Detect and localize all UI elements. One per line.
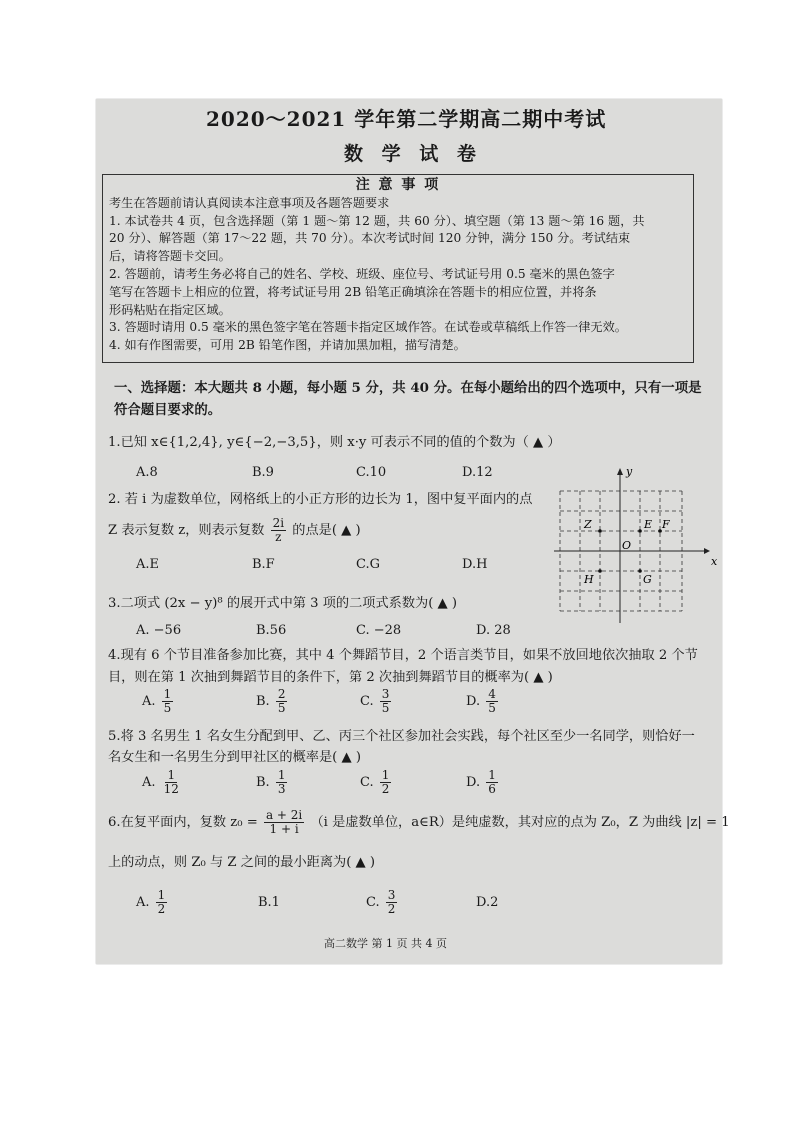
notice-line: 笔写在答题卡上相应的位置，将考试证号用 2B 铅笔正确填涂在答题卡的相应位置，并将条 — [109, 284, 597, 299]
frac-num: 1 — [163, 687, 172, 701]
notice-line: 1. 本试卷共 4 页，包含选择题（第 1 题～第 12 题，共 60 分）、填空题（第 13 题～第 16 题，共 — [109, 213, 645, 228]
q3-option-d: D. 28 — [476, 623, 511, 638]
x-axis-label: x — [711, 555, 718, 568]
frac-num: 1 — [381, 768, 390, 782]
frac-num: 1 — [488, 768, 496, 782]
q4-option-d — [466, 688, 500, 715]
origin-label: O — [622, 539, 632, 552]
question-5-line1: 5.将 3 名男生 1 名女生分配到甲、乙、丙三个社区参加社会实践，每个社区至少一名同学，则恰好一 — [108, 729, 695, 744]
frac-num: 3 — [381, 687, 390, 701]
question-2-line1: 2. 若 i 为虚数单位，网格纸上的小正方形的边长为 1，图中复平面内的点 — [108, 492, 533, 507]
exam-paper — [96, 99, 730, 964]
frac-num: 1 — [167, 768, 176, 782]
frac-num: 3 — [387, 888, 396, 902]
y-axis-label: y — [626, 465, 633, 478]
q4-option-d-label: D. — [466, 694, 481, 709]
q6-option-c — [366, 889, 399, 916]
section-heading: 一、选择题：本大题共 8 小题，每小题 5 分，共 40 分。在每小题给出的四个选项中，只有一项是符合题目要求的。 — [114, 380, 702, 418]
q2-option-d: D.H — [462, 557, 488, 572]
q6-frac-num: a + 2i — [265, 808, 303, 822]
q5-option-a-label: A. — [142, 775, 156, 790]
q1-option-c: C.10 — [356, 465, 387, 480]
q6-option-c-frac — [386, 889, 398, 916]
q2-text-a: Z 表示复数 z，则表示复数 — [108, 523, 265, 538]
frac-den: 5 — [488, 701, 496, 715]
x-axis-arrow — [704, 548, 710, 554]
notice-line: 考生在答题前请认真阅读本注意事项及各题答题要求 — [109, 195, 390, 210]
q6-option-a — [136, 889, 169, 916]
q2-frac-den: z — [275, 530, 282, 544]
frac-den: 5 — [381, 701, 390, 715]
q1-option-b: B.9 — [252, 465, 274, 480]
point-h-label: H — [584, 573, 594, 586]
q5-option-b-label: B. — [256, 775, 270, 790]
q6-text-b: （i 是虚数单位，a∈R）是纯虚数，其对应的点为 Z₀，Z 为曲线 |z| = 1 — [310, 815, 730, 830]
question-1: 1.已知 x∈{1,2,4}, y∈{−2,−3,5}，则 x·y 可表示不同的值的个数为（ ▲ ） — [108, 435, 561, 450]
q5-option-c-label: C. — [360, 775, 374, 790]
complex-plane-figure — [554, 463, 720, 623]
notice-line: 4. 如有作图需要，可用 2B 铅笔作图，并请加黑加粗，描写清楚。 — [109, 338, 466, 353]
notice-line: 后，请将答题卡交回。 — [109, 249, 231, 264]
question-2-line2 — [108, 517, 361, 544]
q5-option-c — [360, 769, 393, 796]
question-5-line2: 名女生和一名男生分到甲社区的概率是( ▲ ) — [108, 750, 362, 765]
notice-line: 2. 答题前，请考生务必将自己的姓名、学校、班级、座位号、考试证号用 0.5 毫米的黑色签字 — [109, 266, 615, 281]
q4-option-c — [360, 688, 393, 715]
frac-den: 2 — [387, 902, 396, 916]
q2-option-b: B.F — [252, 557, 275, 572]
frac-den: 5 — [277, 701, 286, 715]
q6-option-a-label: A. — [136, 895, 150, 910]
q4-option-b-frac — [276, 688, 288, 715]
question-3: 3.二项式 (2x − y)⁸ 的展开式中第 3 项的二项式系数为( ▲ ) — [108, 596, 458, 611]
page-footer: 高二数学 第 1 页 共 4 页 — [324, 937, 447, 950]
q5-option-a-frac — [162, 769, 181, 796]
question-6-line2: 上的动点，则 Z₀ 与 Z 之间的最小距离为( ▲ ) — [108, 855, 376, 870]
frac-den: 3 — [277, 782, 286, 796]
point-g — [638, 569, 642, 573]
point-z — [598, 529, 602, 533]
notice-line: 20 分）、解答题（第 17～22 题，共 70 分）。本次考试时间 120 分钟，满分 150 分。考试结束 — [109, 231, 631, 246]
notice-heading: 注 意 事 项 — [355, 177, 441, 193]
q2-fraction — [271, 517, 286, 544]
q4-option-b-label: B. — [256, 694, 270, 709]
point-g-label: G — [643, 573, 652, 586]
frac-num: 4 — [488, 687, 496, 701]
q6-frac-den: 1 + i — [269, 822, 299, 836]
frac-den: 2 — [157, 902, 166, 916]
frac-num: 1 — [277, 768, 286, 782]
point-e-label: E — [644, 518, 653, 531]
q2-frac-num: 2i — [272, 516, 285, 530]
q4-option-c-label: C. — [360, 694, 374, 709]
q5-option-d-frac — [486, 769, 498, 796]
point-f-label: F — [662, 518, 670, 531]
q5-option-a — [142, 769, 183, 796]
q4-option-a-label: A. — [142, 694, 156, 709]
q5-option-b-frac — [276, 769, 288, 796]
q3-option-c: C. −28 — [356, 623, 402, 638]
frac-num: 1 — [157, 888, 166, 902]
notice-line: 3. 答题时请用 0.5 毫米的黑色签字笔在答题卡指定区域作答。在试卷或草稿纸上作答一律无效。 — [109, 320, 627, 335]
q1-option-d: D.12 — [462, 465, 493, 480]
notice-box — [102, 174, 694, 363]
point-e — [638, 529, 642, 533]
q4-option-c-frac — [380, 688, 392, 715]
q4-option-a — [142, 688, 175, 715]
q6-option-d: D.2 — [476, 895, 499, 910]
y-axis-arrow — [617, 468, 623, 475]
point-z-label: Z — [584, 518, 592, 531]
frac-den: 12 — [163, 782, 179, 796]
q4-option-b — [256, 688, 289, 715]
frac-den: 5 — [163, 701, 172, 715]
q2-option-c: C.G — [356, 557, 381, 572]
q6-option-b: B.1 — [258, 895, 280, 910]
frac-num: 2 — [277, 687, 286, 701]
frac-den: 2 — [381, 782, 390, 796]
q6-fraction — [264, 809, 304, 836]
q6-option-c-label: C. — [366, 895, 380, 910]
exam-title: 2020～2021 学年第二学期高二期中考试 — [206, 107, 607, 131]
q6-text-a: 6.在复平面内，复数 z₀ = — [108, 815, 258, 830]
frac-den: 6 — [488, 782, 496, 796]
notice-line: 形码粘贴在指定区域。 — [109, 302, 231, 317]
q2-option-a: A.E — [136, 557, 160, 572]
point-h — [598, 569, 602, 573]
q4-option-d-frac — [486, 688, 498, 715]
question-4-line1: 4.现有 6 个节目准备参加比赛，其中 4 个舞蹈节目，2 个语言类节目，如果不放回地依次抽取 2 个节 — [108, 648, 698, 663]
q6-option-a-frac — [156, 889, 168, 916]
q1-option-a: A.8 — [136, 465, 158, 480]
q4-option-a-frac — [162, 688, 174, 715]
q5-option-d — [466, 769, 500, 796]
q5-option-b — [256, 769, 289, 796]
q2-text-b: 的点是( ▲ ) — [292, 523, 361, 538]
q5-option-d-label: D. — [466, 775, 481, 790]
q5-option-c-frac — [380, 769, 392, 796]
question-6-line1 — [108, 809, 730, 836]
exam-subtitle: 数 学 试 卷 — [344, 143, 482, 165]
q3-option-b: B.56 — [256, 623, 287, 638]
q3-option-a: A. −56 — [136, 623, 182, 638]
question-4-line2: 目，则在第 1 次抽到舞蹈节目的条件下，第 2 次抽到舞蹈节目的概率为( ▲ ) — [108, 670, 553, 685]
